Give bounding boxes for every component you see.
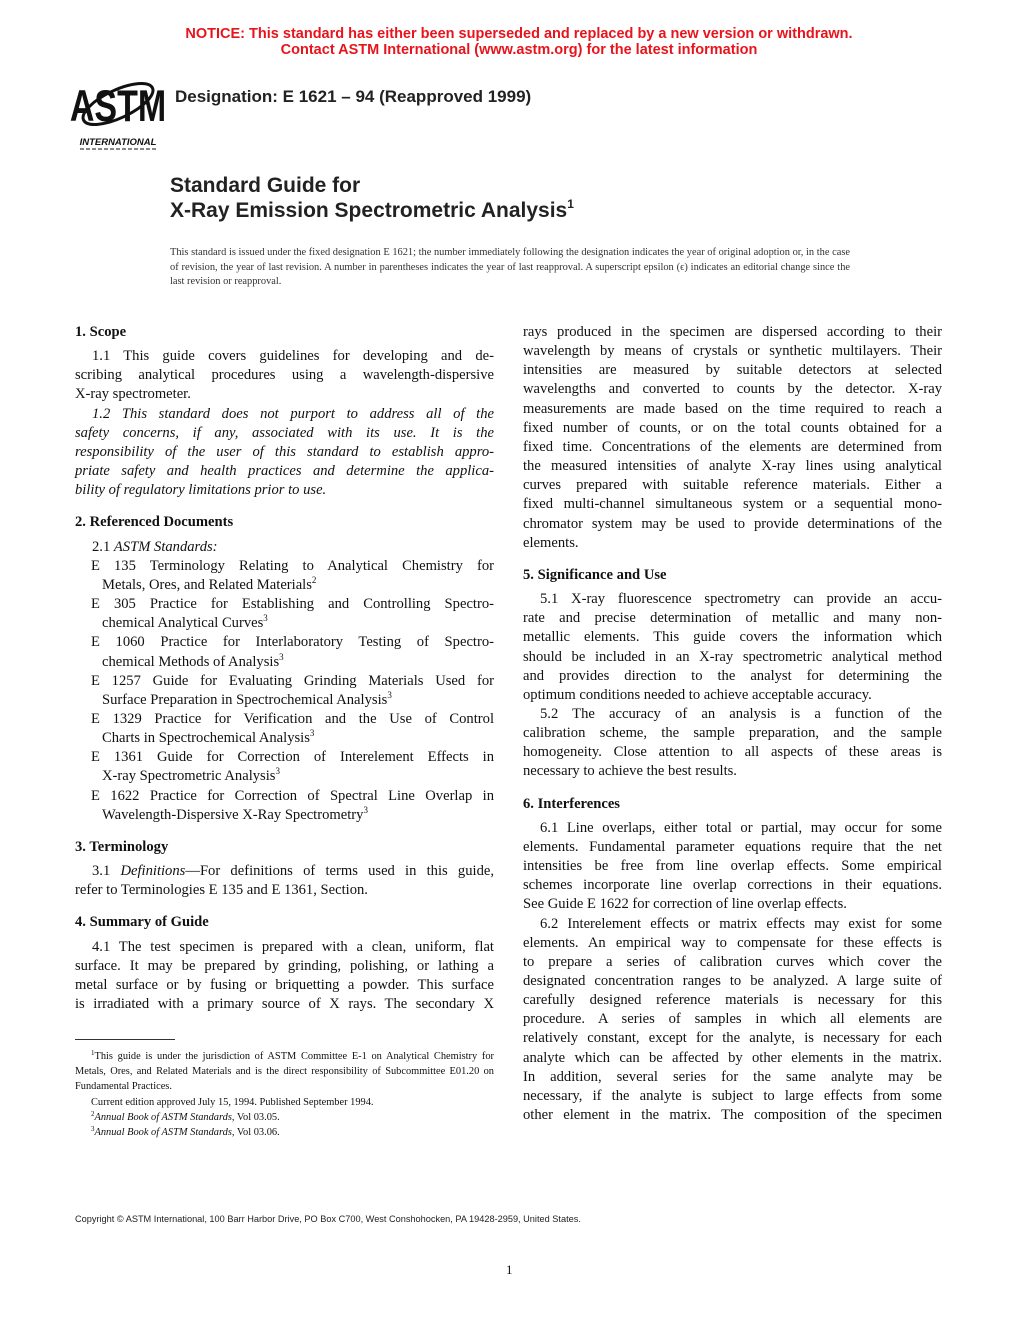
paragraph-line: intensities be free from line overlap effects. Some empirical [523,858,942,875]
footnotes [75,1049,494,1140]
title-line-1: Standard Guide for [170,174,361,197]
reference-line [75,595,494,614]
section-heading: 1. Scope [75,324,127,340]
paragraph-line: curves prepared with suitable reference materials. Either a [523,477,942,494]
right-column [523,323,942,1125]
paragraph-line: elements. Fundamental parameter equations require that the net [523,838,942,855]
reference-line [75,710,494,729]
paragraph-line: wavelength by means of crystals or synthetic multilayers. Their [523,343,942,360]
reference-line [75,633,494,652]
paragraph-line: responsibility of the user of this standard to establish appro- [75,443,494,460]
footnote-book-title: Annual Book of ASTM Standards [94,1111,232,1123]
paragraph [523,819,942,915]
designation: Designation: E 1621 – 94 (Reapproved 1999) [175,87,532,106]
reference-text: Wavelength-Dispersive X-Ray Spectrometry [102,806,364,823]
subsection-title: ASTM Standards: [113,538,218,555]
reference-line [75,787,494,806]
paragraph-line: analyte which can be affected by other elements in the matrix. [523,1049,942,1066]
withdrawal-notice [0,26,1020,58]
section-heading: 6. Interferences [523,795,620,812]
paragraph-line: calibration scheme, the sample preparation, and the sample [523,725,942,742]
paragraph-line: fixed time. Concentrations of the elements are determined from [523,438,942,455]
section-heading: 5. Significance and Use [523,566,667,583]
reference-line [75,767,494,786]
paragraph-line: rate and precise determination of metallic and many non- [523,610,942,627]
footnote-mark: 3 [91,1125,95,1134]
title-line-2 [170,196,574,224]
reference-item [75,633,494,671]
footnote-edition: Current edition approved July 15, 1994. Published September 1994. [91,1096,374,1108]
notice-line-2: Contact ASTM International (www.astm.org) for the latest information [280,42,758,58]
paragraph-line: to prepare a series of calibration curves which cover the [523,953,942,970]
paragraph-line: In addition, several series for the same analyte may be [523,1068,942,1085]
footnote-mark: 3 [309,728,315,739]
definition-line [75,862,494,881]
paragraph-line: safety concerns, if any, associated with its use. It is the [75,424,494,441]
left-column [75,323,494,1014]
paragraph-line: intensities are measured by suitable detectors at selected [523,362,942,379]
reference-item [75,595,494,633]
reference-text: Metals, Ores, and Related Materials [102,576,312,593]
reference-line [75,576,494,595]
paragraph-line: optimum conditions needed to achieve acceptable accuracy. [523,686,872,703]
paragraph-line: refer to Terminologies E 135 and E 1361, Section. [75,882,368,899]
reference-line [75,806,494,825]
paragraph-line: designated concentration ranges to be analyzed. A large suite of [523,973,942,989]
reference-line [75,672,494,691]
footnote-book-title: Annual Book of ASTM Standards [94,1127,232,1139]
reference-text: chemical Analytical Curves [102,615,264,632]
reference-line [75,729,494,748]
reference-text: X-ray Spectrometric Analysis [102,768,276,785]
paragraph-line: chromator system may be used to provide determinations of the [523,515,942,532]
preamble: This standard is issued under the fixed designation E 1621; the number immediately following the designation indicates the year of original adoption or, in the case of revision, the year of last revision. A number in parentheses indicates the year of last reapproval. A superscript epsilon (ϵ) indicates an editorial change since the last revision or reapproval. [170,247,850,287]
footnote-2 [75,1110,494,1125]
footnote-divider [75,1039,175,1040]
definition-number: 3.1 [92,863,121,880]
footnote-volume: , Vol 03.05. [231,1111,280,1123]
paragraph-line: is irradiated with a primary source of X rays. The secondary X [75,996,494,1012]
title-text: X-Ray Emission Spectrometric Analysis [170,198,568,222]
paragraph [523,915,942,1126]
footnote-mark: 3 [275,766,280,777]
footnote-mark: 3 [387,689,392,700]
reference-text: E 1257 Guide for Evaluating Grinding Materials Used for [91,672,494,689]
reference-line [75,653,494,672]
reference-text: Charts in Spectrochemical Analysis [102,730,310,747]
footnote-text: This guide is under the jurisdiction of ASTM Committee E-1 on Analytical Chemistry for Metals, Ores, and Related Materials and is the direct responsibility of Subcommittee E01.20 on Fundamental Practices. [75,1051,494,1093]
reference-item [75,787,494,825]
paragraph [75,405,494,501]
reference-text: E 1361 Guide for Correction of Interelement Effects in [91,749,494,766]
paragraph-line: rays produced in the specimen are dispersed according to their [523,324,942,340]
paragraph [523,323,942,553]
subsection-number: 2.1 [92,538,114,555]
paragraph [75,347,494,404]
paragraph-line: X-ray spectrometer. [75,386,191,403]
paragraph-line: 1.2 This standard does not purport to address all of the [92,405,494,422]
paragraph-line: measurements are made based on the time required to reach a [523,400,942,417]
reference-item [75,672,494,710]
paragraph-line: wavelengths and converted to counts by the detector. X-ray [523,381,942,398]
footnote-mark: 3 [363,804,368,815]
footnote-mark: 3 [263,613,268,624]
svg-text:ASTM: ASTM [69,81,167,131]
definition-term: Definitions [120,863,186,880]
document-title [170,174,574,223]
paragraph-line: 4.1 The test specimen is prepared with a clean, uniform, flat [92,938,494,955]
subsection-heading [75,538,494,557]
paragraph-line: bility of regulatory limitations prior to use. [75,482,327,499]
paragraph-line: metallic elements. This guide covers the information which [523,629,942,646]
footnote-mark: 3 [279,651,284,662]
paragraph-line: and provides direction to the analyst for determining the [523,667,942,684]
paragraph-line: priate safety and health practices and determine the applica- [75,463,494,480]
reference-line [75,614,494,633]
paragraph-line: 1.1 This guide covers guidelines for developing and de- [92,348,494,365]
paragraph-line: elements. [523,534,579,551]
reference-text: Surface Preparation in Spectrochemical Analysis [102,691,388,708]
paragraph-line: other element in the matrix. The composition of the specimen [523,1107,942,1124]
paragraph-line: metal surface or by fusing or briquetting a powder. This surface [75,976,494,993]
reference-text: E 1060 Practice for Interlaboratory Testing of Spectro- [91,634,494,651]
footnote-1 [75,1049,494,1095]
footnote-3 [75,1125,494,1140]
paragraph-line: homogeneity. Close attention to all aspects of these areas is [523,744,942,761]
paragraph-line: procedure. A series of samples in which all elements are [523,1011,942,1028]
paragraph [75,938,494,1015]
reference-text: E 135 Terminology Relating to Analytical Chemistry for [91,557,494,574]
astm-logo [69,74,167,150]
reference-text: E 305 Practice for Establishing and Controlling Spectro- [91,596,494,613]
paragraph-line: 6.1 Line overlaps, either total or partial, may occur for some [540,819,942,836]
notice-line-1: NOTICE: This standard has either been superseded and replaced by a new version or withdrawn. [185,26,853,42]
title-footnote-mark: 1 [567,196,574,211]
paragraph-line: elements. An empirical way to compensate for these effects is [523,934,942,951]
paragraph-line: carefully designed reference materials is necessary for this [523,992,942,1009]
paragraph [523,590,942,705]
paragraph-line: See Guide E 1622 for correction of line overlap effects. [523,896,847,913]
paragraph-line: relatively constant, except for the analyte, is necessary for each [523,1030,942,1047]
paragraph-line: surface. It may be prepared by grinding, polishing, or lathing a [75,957,494,974]
paragraph-line: fixed multi-channel simultaneous system or a sequential mono- [523,496,942,513]
footnote-mark: 2 [311,574,317,585]
reference-line [75,557,494,576]
reference-text: E 1622 Practice for Correction of Spectral Line Overlap in [91,787,494,804]
reference-text: chemical Methods of Analysis [102,653,280,670]
reference-item [75,557,494,595]
section-heading: 4. Summary of Guide [75,914,209,931]
reference-item [75,748,494,786]
paragraph-line: should be included in an X-ray spectrometric analytical method [523,648,942,665]
paragraph-line: the measured intensities of analyte X-ray lines using analytical [523,458,942,475]
paragraph-line: 5.2 The accuracy of an analysis is a function of the [540,705,942,722]
page-number: 1 [506,1262,513,1277]
section-heading: 2. Referenced Documents [75,514,234,531]
paragraph-line: schemes incorporate line overlap corrections in their equations. [523,877,942,894]
paragraph-line: necessary to achieve the best results. [523,763,737,780]
footnote-mark: 2 [91,1109,95,1118]
paragraph-line: fixed number of counts, or on the total counts obtained for a [523,419,942,436]
reference-line [75,748,494,767]
section-heading: 3. Terminology [75,838,169,855]
reference-line [75,691,494,710]
paragraph-line: scribing analytical procedures using a wavelength-dispersive [75,367,494,384]
copyright: Copyright © ASTM International, 100 Barr Harbor Drive, PO Box C700, West Conshohocken, PA 19428-2959, United States. [75,1214,581,1224]
definition-text: —For definitions of terms used in this guide, [185,863,495,880]
reference-item [75,710,494,748]
footnote-volume: , Vol 03.06. [231,1127,280,1139]
paragraph-line: 6.2 Interelement effects or matrix effects may exist for some [540,915,942,932]
paragraph [523,705,942,782]
svg-text:INTERNATIONAL: INTERNATIONAL [79,137,157,148]
footnote-mark: 1 [91,1049,95,1057]
paragraph-line: 5.1 X-ray fluorescence spectrometry can provide an accu- [540,591,942,608]
paragraph-line: necessary, if the analyte is subject to large effects from some [523,1087,942,1104]
reference-text: E 1329 Practice for Verification and the Use of Control [91,710,494,727]
